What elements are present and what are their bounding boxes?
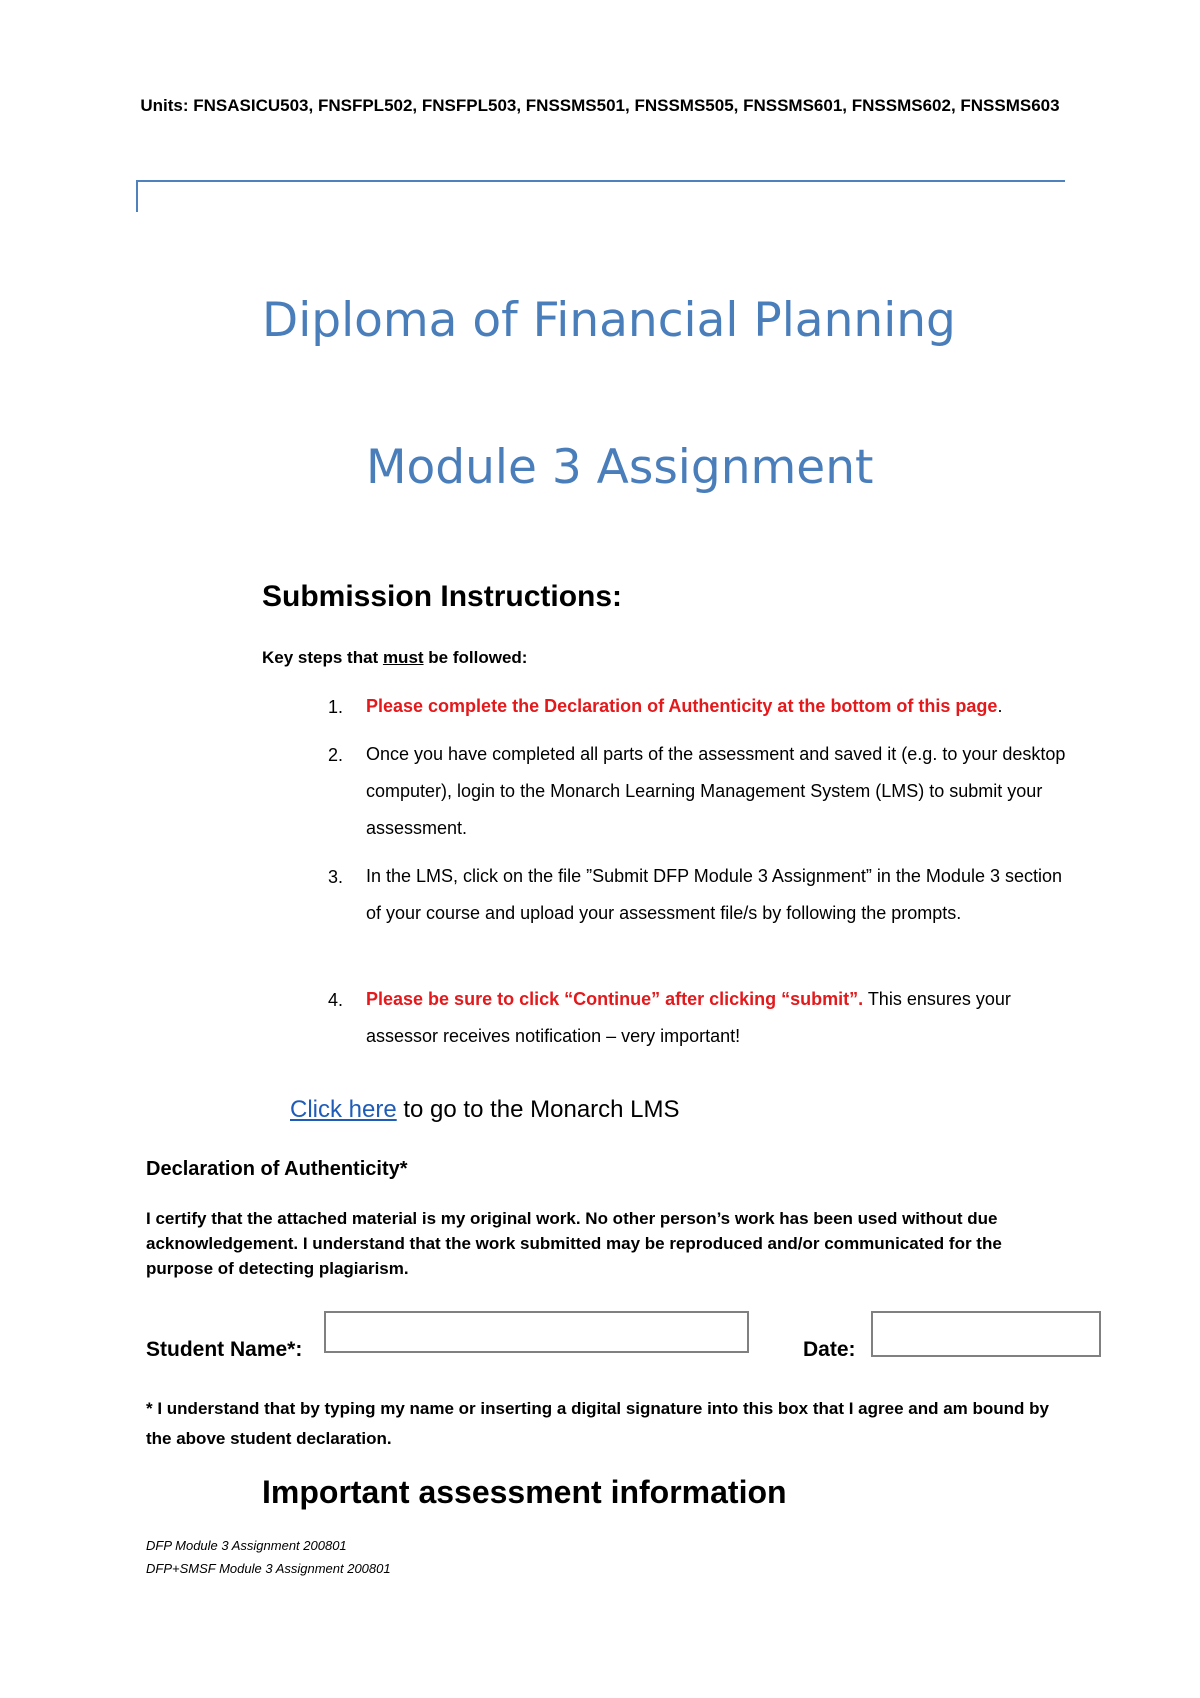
step-item — [366, 981, 1066, 1055]
key-steps-pre: Key steps that — [262, 648, 383, 667]
step-text: Once you have completed all parts of the assessment and saved it (e.g. to your desktop computer), login to the Monarch Learning Management System (LMS) to submit your assessment. — [366, 744, 1066, 838]
key-steps-intro — [262, 648, 527, 668]
footer-line-2: DFP+SMSF Module 3 Assignment 200801 — [146, 1561, 391, 1576]
important-info-heading: Important assessment information — [262, 1474, 787, 1510]
step-text: . — [997, 696, 1003, 716]
step-item — [366, 858, 1066, 932]
lms-link-suffix: to go to the Monarch LMS — [396, 1096, 680, 1123]
units-header: Units: FNSASICU503, FNSFPL502, FNSFPL503, FNSSMS501, FNSSMS505, FNSSMS601, FNSSMS602, FNSSMS603 — [140, 96, 1060, 115]
key-steps-emphasis: must — [382, 648, 424, 667]
monarch-lms-link[interactable]: Click here — [290, 1096, 397, 1123]
lms-link-line — [290, 1096, 680, 1124]
step-number: 4. — [328, 990, 344, 1010]
step-number: 3. — [328, 867, 344, 887]
declaration-note: * I understand that by typing my name or inserting a digital signature into this box that I agree and am bound by the above student declaration. — [146, 1399, 1049, 1448]
step-emphasis: Please complete the Declaration of Authenticity at the bottom of this page — [366, 696, 998, 716]
step-item — [366, 688, 1066, 725]
submission-heading: Submission Instructions: — [262, 580, 623, 613]
date-label: Date: — [803, 1338, 856, 1361]
step-text: This ensures your assessor receives notification – very important! — [366, 989, 1011, 1046]
student-name-field[interactable] — [324, 1311, 749, 1353]
step-item — [366, 736, 1066, 847]
document-title: Diploma of Financial Planning — [262, 293, 956, 348]
key-steps-post: be followed: — [423, 648, 528, 667]
header-rule-corner — [136, 180, 138, 212]
student-name-label: Student Name*: — [146, 1338, 303, 1361]
step-number: 2. — [328, 745, 344, 765]
date-field[interactable] — [871, 1311, 1101, 1357]
step-number: 1. — [328, 697, 344, 717]
document-subtitle: Module 3 Assignment — [366, 440, 874, 495]
step-text: In the LMS, click on the file ”Submit DFP Module 3 Assignment” in the Module 3 section of your course and upload your assessment file/s by following the prompts. — [366, 866, 1063, 923]
step-emphasis: Please be sure to click “Continue” after clicking “submit”. — [366, 989, 864, 1009]
declaration-heading: Declaration of Authenticity* — [146, 1158, 408, 1180]
header-rule — [137, 180, 1065, 182]
footer-line-1: DFP Module 3 Assignment 200801 — [146, 1538, 347, 1553]
declaration-body: I certify that the attached material is my original work. No other person’s work has been used without due acknowledgement. I understand that the work submitted may be reproduced and/or communicated for the purpose of detecting plagiarism. — [146, 1209, 1002, 1278]
